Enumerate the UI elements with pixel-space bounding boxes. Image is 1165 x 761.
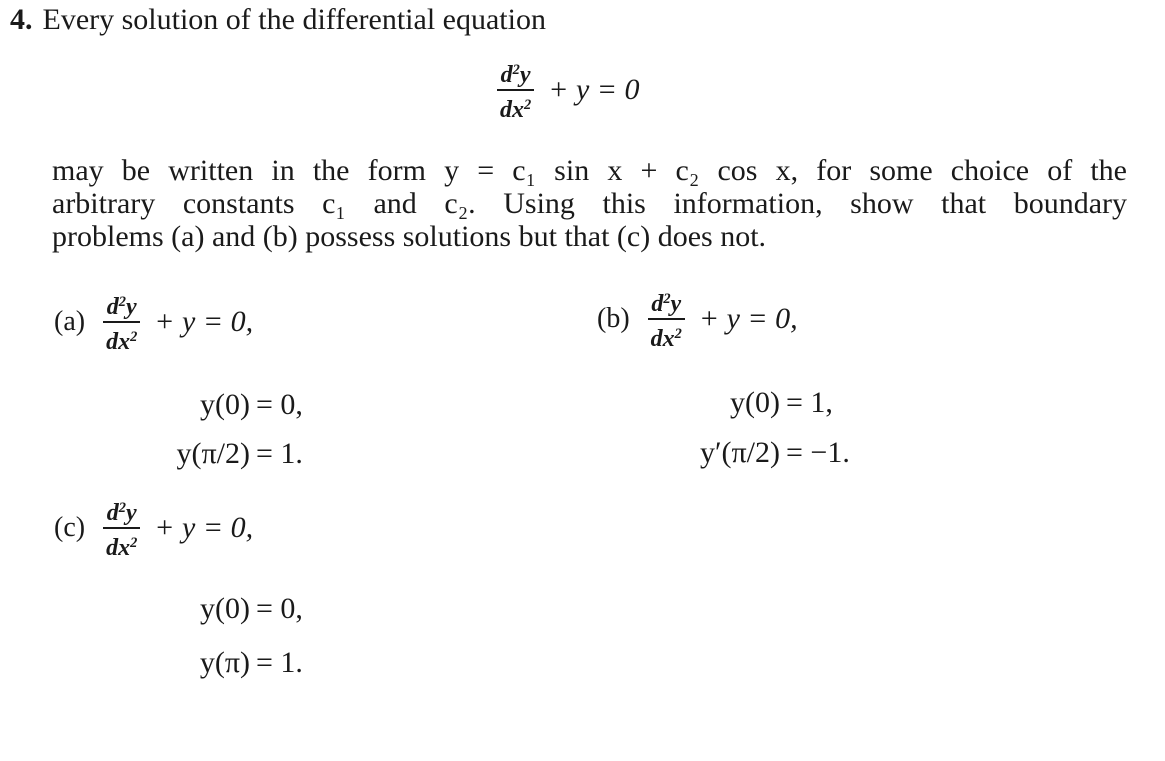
part-a-cond2-rhs: = 1. [256, 437, 303, 470]
part-b-equation [597, 287, 798, 351]
paragraph-line-1: may be written in the form y = c₁ sin x + c₂ cos x, for some choice of the [52, 154, 1127, 187]
main-equation-rest: + y = 0 [548, 72, 640, 106]
problem-heading [10, 2, 546, 38]
part-b-cond1-rhs: = 1, [786, 386, 833, 419]
part-c-cond1-lhs: y(0) [200, 592, 250, 625]
part-c-cond2-rhs: = 1. [256, 646, 303, 679]
part-a-cond1-rhs: = 0, [256, 388, 303, 421]
part-b-cond2-rhs: = −1. [786, 436, 850, 469]
part-a-label: (a) [54, 305, 86, 337]
problem-intro: Every solution of the differential equation [42, 3, 546, 36]
problem-number: 4. [10, 3, 33, 36]
part-c-cond1-rhs: = 0, [256, 592, 303, 625]
part-a-equation [54, 290, 253, 354]
main-fraction: $\frac{d^2y}{dx^2}$ [497, 58, 534, 122]
paragraph-line-3: problems (a) and (b) possess solutions but that (c) does not. [52, 220, 767, 253]
part-b-label: (b) [597, 302, 630, 334]
part-c-fraction: $\frac{d^2y}{dx^2}$ [103, 496, 140, 560]
part-a-fraction: $\frac{d^2y}{dx^2}$ [103, 290, 140, 354]
part-a-cond2-lhs: y(π/2) [176, 437, 250, 470]
part-a-cond1-lhs: y(0) [200, 388, 250, 421]
part-c-equation-rest: + y = 0, [154, 510, 254, 544]
part-b-cond2-lhs: y′(π/2) [699, 436, 780, 469]
part-b-fraction: $\frac{d^2y}{dx^2}$ [648, 287, 685, 351]
part-b-cond1-lhs: y(0) [730, 386, 780, 419]
part-c-equation [54, 496, 253, 560]
part-a-equation-rest: + y = 0, [154, 304, 254, 338]
main-equation [497, 58, 640, 122]
part-c-label: (c) [54, 511, 86, 543]
part-c-cond2-lhs: y(π) [199, 646, 250, 679]
paragraph-line-2: arbitrary constants c₁ and c₂. Using this information, show that boundary [52, 187, 1127, 220]
part-b-equation-rest: + y = 0, [698, 301, 798, 335]
problem-paragraph [52, 154, 1127, 253]
